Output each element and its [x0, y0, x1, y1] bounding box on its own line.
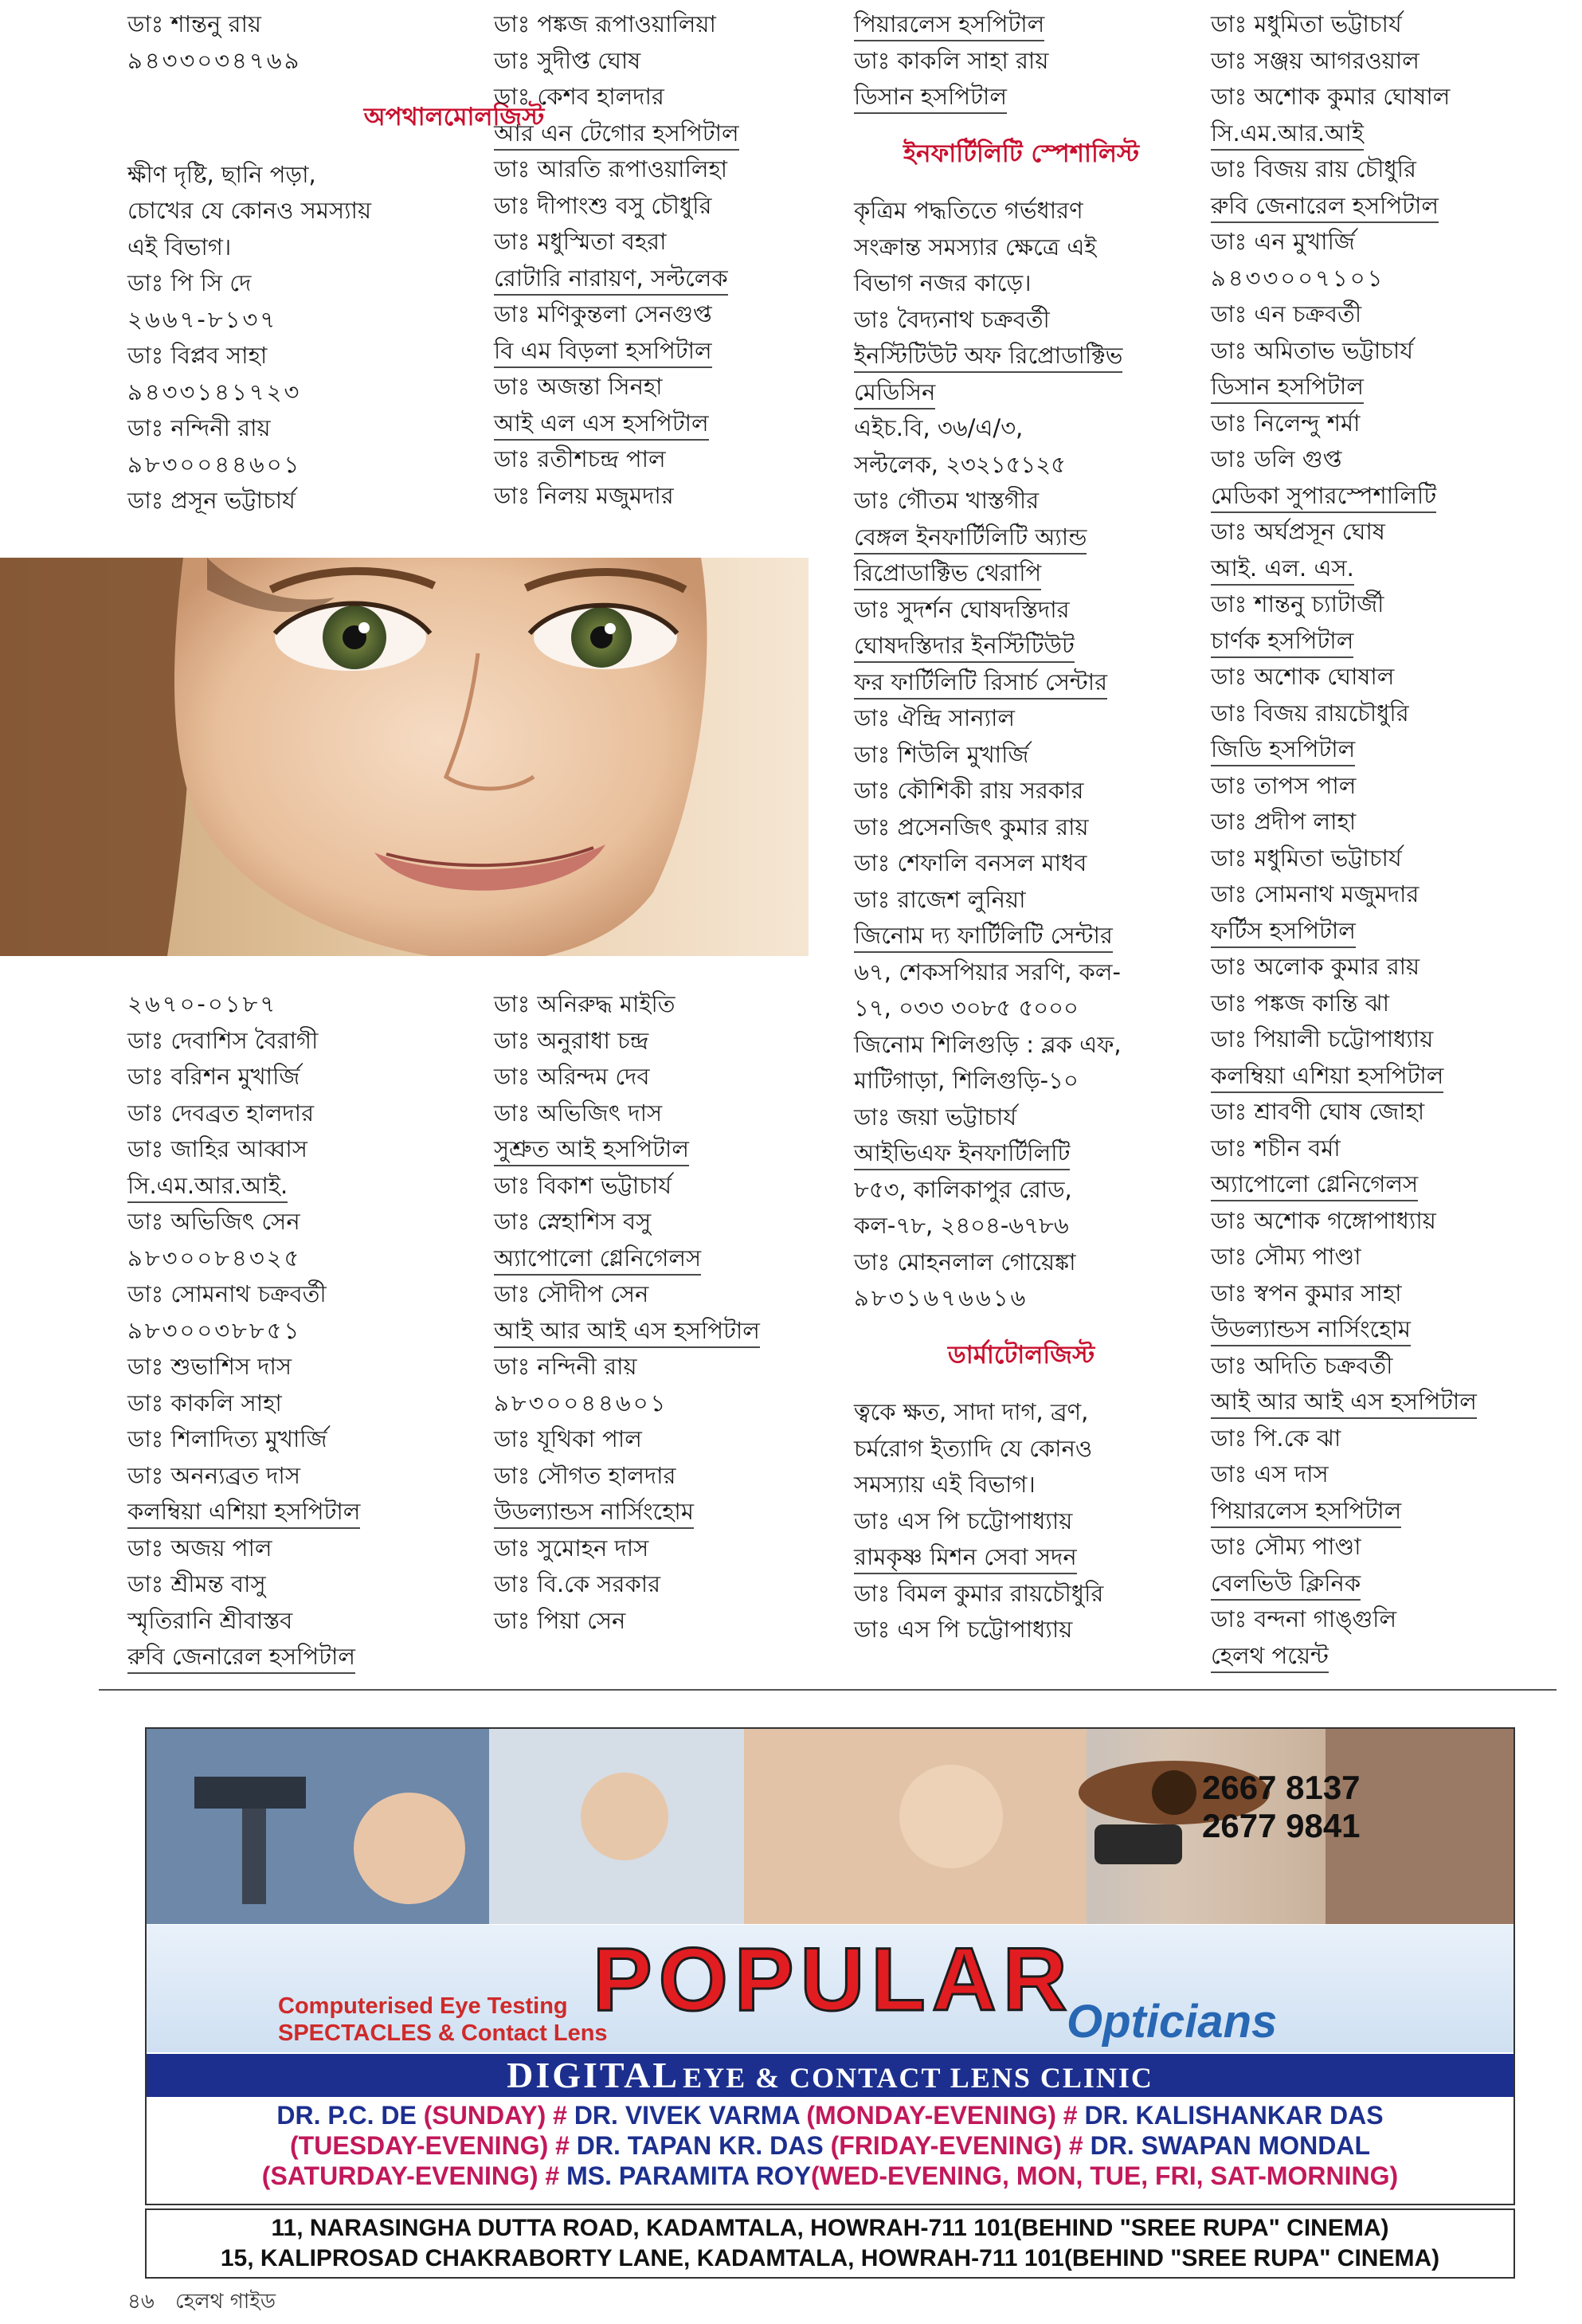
- list-line: ডাঃ বিকাশ ভট্টাচার্য: [494, 1171, 672, 1199]
- list-line: ডাঃ সৌগত হালদার: [494, 1461, 676, 1489]
- hospital-name: [494, 333, 844, 370]
- hospital-name: [494, 1494, 844, 1530]
- spacer: [854, 172, 1188, 193]
- hospital-name-text: উডল্যান্ডস নার্সিংহোম: [1211, 1315, 1411, 1346]
- list-line: ২৬৭০-০১৮৭: [127, 990, 278, 1017]
- hospital-name-text: উডল্যান্ডস নার্সিংহোম: [494, 1498, 694, 1529]
- hospital-name-text: রোটারি নারায়ণ, সল্টলেক: [494, 265, 728, 296]
- hospital-name-text: রুবি জেনারেল হসপিটাল: [127, 1643, 355, 1674]
- ad-phone-1: 2667 8137: [1202, 1769, 1361, 1806]
- hospital-name: [1211, 478, 1577, 515]
- spacer: [854, 116, 1188, 136]
- column-4: [1211, 6, 1577, 1674]
- list-line: ডাঃ আরতি রূপাওয়ালিহা: [494, 155, 728, 182]
- hospital-name: [1211, 731, 1577, 768]
- ad-phone-2: 2677 9841: [1202, 1807, 1361, 1844]
- hospital-name: [127, 1494, 478, 1530]
- page-footer: [127, 2285, 290, 2320]
- section-heading: ইনফার্টিলিটি স্পেশালিস্ট: [903, 139, 1140, 168]
- column-3: [854, 6, 1188, 1648]
- list-line: কৃত্রিম পদ্ধতিতে গর্ভধারণ: [854, 197, 1083, 224]
- ad-doctor-row-1: DR. P.C. DE (SUNDAY) # DR. VIVEK VARMA (MONDAY-EVENING) # DR. KALISHANKAR DAS: [276, 2101, 1384, 2130]
- list-line: ২৬৬৭-৮১৩৭: [127, 305, 278, 333]
- list-line: ডাঃ অরিন্দম দেব: [494, 1063, 650, 1090]
- hospital-name: [1211, 913, 1577, 950]
- list-line: ডাঃ কাকলি সাহা: [127, 1389, 282, 1417]
- list-line: ডাঃ তাপস পাল: [1211, 771, 1357, 799]
- list-line: ৯৮৩০০৪৪৬০১: [127, 450, 302, 478]
- hospital-name: [854, 79, 1188, 116]
- list-line: ডাঃ অশোক গঙ্গোপাধ্যায়: [1211, 1206, 1436, 1234]
- list-line: ডাঃ অলোক কুমার রায়: [1211, 953, 1420, 980]
- list-line: ১৭, ০৩৩ ৩০৮৫ ৫০০০: [854, 994, 1079, 1021]
- list-line: ডাঃ পঙ্কজ কান্তি ঝা: [1211, 989, 1389, 1017]
- ad-doctor-name: DR. VIVEK VARMA: [574, 2101, 807, 2130]
- list-line: ডাঃ শান্তনু রায়: [127, 10, 261, 37]
- list-line: ডাঃ সঞ্জয় আগরওয়াল: [1211, 46, 1419, 74]
- ad-phone-numbers: [1202, 1769, 1361, 1845]
- hospital-name-text: ঘোষদস্তিদার ইনস্টিটিউট: [854, 632, 1075, 663]
- hospital-name: [127, 1168, 478, 1205]
- list-line: ডাঃ মণিকুন্তলা সেনগুপ্ত: [494, 300, 712, 327]
- list-line: ডাঃ এস দাস: [1211, 1460, 1329, 1487]
- list-line: ডাঃ পঙ্কজ রূপাওয়ালিয়া: [494, 10, 716, 37]
- face-illustration: [0, 558, 809, 956]
- list-line: ডাঃ প্রসূন ভট্টাচার্য: [127, 487, 296, 514]
- section-heading: অপথালমোলজিস্ট: [363, 103, 545, 131]
- list-line: ডাঃ দেবাশিস বৈরাগী: [127, 1026, 319, 1054]
- hospital-name-text: অ্যাপোলো গ্লেনিগেলস: [1211, 1170, 1418, 1201]
- ad-addresses: [145, 2208, 1515, 2279]
- list-line: ত্বকে ক্ষত, সাদা দাগ, ব্রণ,: [854, 1398, 1089, 1425]
- list-line: ডাঃ সৌম্য পাণ্ডা: [1211, 1533, 1361, 1560]
- hospital-name: [494, 116, 844, 152]
- list-line: ডাঃ অজয় পাল: [127, 1534, 272, 1562]
- hospital-name-text: ইনস্টিটিউট অফ রিপ্রোডাক্টিভ: [854, 342, 1122, 373]
- list-line: এই বিভাগ।: [127, 233, 232, 261]
- hospital-name-text: ডিসান হসপিটাল: [854, 83, 1007, 114]
- hospital-name-text: রিপ্রোডাক্টিভ থেরাপি: [854, 559, 1041, 590]
- ad-address-1: 11, NARASINGHA DUTTA ROAD, KADAMTALA, HOWRAH-711 101(BEHIND "SREE RUPA" CINEMA): [271, 2215, 1389, 2241]
- ad-doctor-name: DR. TAPAN KR. DAS: [576, 2131, 831, 2160]
- column-2-top: [494, 6, 844, 514]
- hospital-name-text: হেলথ পয়েন্ট: [1211, 1642, 1329, 1673]
- section-divider: [99, 1689, 1557, 1691]
- list-line: ডাঃ সুমোহন দাস: [494, 1534, 649, 1562]
- list-line: ৯৮৩০০৮৪৩২৫: [127, 1244, 302, 1272]
- list-line: ডাঃ অদিতি চক্রবর্তী: [1211, 1351, 1393, 1379]
- list-line: সমস্যায় এই বিভাগ।: [854, 1471, 1036, 1498]
- hospital-name-text: আইভিএফ ইনফার্টিলিটি: [854, 1139, 1070, 1170]
- list-line: সল্টলেক, ২৩২১৫১২৫: [854, 450, 1066, 478]
- ad-doctor-name: DR. P.C. DE: [276, 2101, 424, 2130]
- list-line: ডাঃ কৌশিকী রায় সরকার: [854, 777, 1084, 804]
- hospital-name-text: মেডিসিন: [854, 378, 935, 410]
- hospital-name-text: আই. এল. এস.: [1211, 555, 1354, 586]
- hospital-name: [1211, 623, 1577, 660]
- list-line: ডাঃ এন মুখার্জি: [1211, 228, 1355, 255]
- ad-doctor-row-3: (SATURDAY-EVENING) # MS. PARAMITA ROY(WED-EVENING, MON, TUE, FRI, SAT-MORNING): [261, 2161, 1399, 2190]
- hospital-name-text: রামকৃষ্ণ মিশন সেবা সদন: [854, 1543, 1077, 1574]
- list-line: ডাঃ বিজয় রায় চৌধুরি: [1211, 155, 1416, 182]
- page-number: ৪৬: [127, 2290, 155, 2314]
- list-line: ডাঃ সৌদীপ সেন: [494, 1280, 649, 1307]
- hospital-name: [494, 1313, 844, 1350]
- hospital-name-text: মেডিকা সুপারস্পেশালিটি: [1211, 482, 1436, 513]
- ad-tagline-2: SPECTACLES & Contact Lens: [278, 2020, 608, 2046]
- ad-doctor-name: DR. KALISHANKAR DAS: [1084, 2101, 1384, 2130]
- hospital-name-text: সি.এম.আর.আই.: [127, 1172, 288, 1203]
- list-line: এইচ.বি, ৩৬/এ/৩,: [854, 414, 1024, 441]
- list-line: ডাঃ ডলি গুপ্ত: [1211, 445, 1342, 472]
- list-line: ডাঃ মোহনলাল গোয়েঙ্কা: [854, 1248, 1076, 1276]
- hospital-name: [494, 1131, 844, 1168]
- advertisement: [145, 1727, 1515, 2205]
- hospital-name: [1211, 1058, 1577, 1095]
- hospital-name: [854, 555, 1188, 592]
- hospital-name-text: ডিসান হসপিটাল: [1211, 373, 1364, 404]
- list-line: ডাঃ দীপাংশু বসু চৌধুরি: [494, 191, 712, 219]
- spacer: [854, 1317, 1188, 1338]
- list-line: ডাঃ সোমনাথ চক্রবর্তী: [127, 1280, 327, 1307]
- list-line: ডাঃ শচীন বর্মা: [1211, 1134, 1341, 1162]
- ad-clinic-band: [147, 2054, 1513, 2097]
- column-1-bottom: [127, 986, 478, 1675]
- hospital-name-text: পিয়ারলেস হসপিটাল: [1211, 1497, 1401, 1528]
- list-line: ৯৪৩৩০৩৪৭৬৯: [127, 46, 302, 74]
- list-line: ডাঃ বি.কে সরকার: [494, 1570, 661, 1597]
- list-line: ডাঃ নিলেন্দু শর্মা: [1211, 409, 1361, 437]
- list-line: ডাঃ মধুমিতা ভট্টাচার্য: [1211, 844, 1402, 872]
- list-line: ডাঃ বিজয় রায়চৌধুরি: [1211, 699, 1409, 727]
- hospital-name: [494, 406, 844, 442]
- list-line: ডাঃ এস পি চট্টোপাধ্যায়: [854, 1507, 1073, 1534]
- ad-brand-sub: Opticians: [1067, 1996, 1278, 2048]
- hospital-name-text: আই আর আই এস হসপিটাল: [494, 1317, 760, 1348]
- hospital-name: [854, 918, 1188, 954]
- list-line: ডাঃ স্বপন কুমার সাহা: [1211, 1279, 1402, 1307]
- hospital-name-text: বেঙ্গল ইনফার্টিলিটি অ্যান্ড: [854, 523, 1087, 555]
- hospital-name-text: জিডি হসপিটাল: [1211, 735, 1355, 766]
- hospital-name-text: চার্ণক হসপিটাল: [1211, 627, 1353, 658]
- list-line: ডাঃ শ্রাবণী ঘোষ জোহা: [1211, 1098, 1425, 1125]
- face-picture: [0, 558, 809, 956]
- hospital-name-text: আই আর আই এস হসপিটাল: [1211, 1388, 1477, 1419]
- list-line: ডাঃ ঐন্দ্রি সান্যাল: [854, 704, 1016, 731]
- list-line: বিভাগ নজর কাড়ে।: [854, 269, 1032, 296]
- hospital-name-text: সুশ্রুত আই হসপিটাল: [494, 1135, 689, 1166]
- list-line: সংক্রান্ত সমস্যার ক্ষেত্রে এই: [854, 233, 1097, 261]
- list-line: ৮৫৩, কালিকাপুর রোড,: [854, 1175, 1072, 1203]
- hospital-name-text: আর এন টেগোর হসপিটাল: [494, 120, 739, 151]
- hospital-name: [494, 1240, 844, 1277]
- list-line: ডাঃ এন চক্রবর্তী: [1211, 300, 1362, 327]
- list-line: ডাঃ বিমল কুমার রায়চৌধুরি: [854, 1579, 1104, 1607]
- hospital-name: [1211, 369, 1577, 406]
- list-line: ডাঃ কাকলি সাহা রায়: [854, 46, 1049, 74]
- hospital-name-text: পিয়ারলেস হসপিটাল: [854, 10, 1044, 41]
- hospital-name: [854, 338, 1188, 374]
- hospital-name: [854, 519, 1188, 556]
- list-line: জিনোম শিলিগুড়ি : ব্লক এফ,: [854, 1030, 1122, 1058]
- list-line: ডাঃ অশোক কুমার ঘোষাল: [1211, 83, 1451, 110]
- list-line: ক্ষীণ দৃষ্টি, ছানি পড়া,: [127, 160, 316, 188]
- list-line: ডাঃ বৈদ্যনাথ চক্রবর্তী: [854, 305, 1050, 333]
- hospital-name: [854, 1135, 1188, 1172]
- list-line: ডাঃ শেফালি বনসল মাধব: [854, 849, 1087, 876]
- list-line: ডাঃ জাহির আব্বাস: [127, 1135, 307, 1162]
- list-line: ডাঃ অমিতাভ ভট্টাচার্য: [1211, 336, 1414, 364]
- list-line: ডাঃ পি সি দে: [127, 269, 252, 296]
- list-line: ৯৪৩৩০০৭১০১: [1211, 264, 1385, 292]
- list-line: ডাঃ অভিজিৎ সেন: [127, 1208, 300, 1235]
- hospital-name-text: অ্যাপোলো গ্লেনিগেলস: [494, 1244, 701, 1276]
- list-line: ডাঃ শুভাশিস দাস: [127, 1353, 292, 1380]
- list-line: ডাঃ সৌম্য পাণ্ডা: [1211, 1243, 1361, 1270]
- list-line: ডাঃ বিপ্লব সাহা: [127, 342, 268, 369]
- list-line: ডাঃ অনুরাধা চন্দ্র: [494, 1026, 649, 1054]
- list-line: ডাঃ জয়া ভট্টাচার্য: [854, 1103, 1017, 1131]
- list-line: ডাঃ নন্দিনী রায়: [494, 1353, 637, 1380]
- hospital-name: [1211, 1311, 1577, 1348]
- list-line: ডাঃ অনিরুদ্ধ মাইতি: [494, 990, 675, 1017]
- hospital-name: [1211, 188, 1577, 225]
- spacer: [854, 1374, 1188, 1394]
- list-line: ডাঃ গৌতম খাস্তগীর: [854, 487, 1040, 514]
- ad-doctor-name: MS. PARAMITA ROY: [566, 2161, 812, 2190]
- list-line: চর্মরোগ ইত্যাদি যে কোনও: [854, 1434, 1093, 1462]
- ad-band-digital: DIGITAL: [507, 2055, 680, 2095]
- ad-brand-logo: POPULAR: [593, 1930, 1074, 2029]
- list-line: ডাঃ সুদর্শন ঘোষদস্তিদার: [854, 595, 1070, 623]
- hospital-name-text: কলম্বিয়া এশিয়া হসপিটাল: [127, 1498, 360, 1529]
- ad-doctor-schedule: [147, 2100, 1513, 2191]
- hospital-name-text: ফর্টিস হসপিটাল: [1211, 917, 1356, 948]
- list-line: ডাঃ প্রদীপ লাহা: [1211, 808, 1357, 835]
- list-line: ডাঃ এস পি চট্টোপাধ্যায়: [854, 1616, 1073, 1643]
- hospital-name: [1211, 116, 1577, 152]
- list-line: স্মৃতিরানি শ্রীবাস্তব: [127, 1606, 293, 1634]
- list-line: ডাঃ সুদীপ্ত ঘোষ: [494, 46, 641, 74]
- list-line: ডাঃ কেশব হালদার: [494, 83, 664, 110]
- list-line: ডাঃ নিলয় মজুমদার: [494, 481, 674, 509]
- list-line: ডাঃ পিয়ালী চট্টোপাধ্যায়: [1211, 1025, 1434, 1052]
- ad-tagline: [278, 1993, 608, 2047]
- hospital-name: [854, 374, 1188, 411]
- list-line: ডাঃ রাজেশ লুনিয়া: [854, 885, 1026, 913]
- list-line: মাটিগাড়া, শিলিগুড়ি-১০: [854, 1067, 1079, 1094]
- hospital-name: [494, 261, 844, 297]
- hospital-name-text: জিনোম দ্য ফার্টিলিটি সেন্টার: [854, 922, 1113, 953]
- hospital-name: [854, 664, 1188, 701]
- list-line: ৯৮৩১৬৭৬৬১৬: [854, 1284, 1028, 1311]
- hospital-name: [1211, 1566, 1577, 1602]
- list-line: ডাঃ শিলাদিত্য মুখার্জি: [127, 1425, 327, 1452]
- list-line: ডাঃ অর্ঘপ্রসূন ঘোষ: [1211, 518, 1385, 545]
- ad-tagline-1: Computerised Eye Testing: [278, 1993, 568, 2019]
- list-line: ডাঃ দেবব্রত হালদার: [127, 1099, 315, 1127]
- list-line: ৬৭, শেকসপিয়ার সরণি, কল-: [854, 958, 1121, 986]
- hospital-name: [854, 1539, 1188, 1576]
- list-line: ডাঃ যূথিকা পাল: [494, 1425, 642, 1452]
- list-line: ডাঃ বরিশন মুখার্জি: [127, 1063, 300, 1090]
- hospital-name: [854, 628, 1188, 664]
- hospital-name-text: বেলভিউ ক্লিনিক: [1211, 1570, 1361, 1601]
- list-line: ডাঃ মধুমিতা ভট্টাচার্য: [1211, 10, 1402, 37]
- list-line: ডাঃ স্নেহাশিস বসু: [494, 1208, 652, 1235]
- list-line: ৯৮৩০০৩৮৮৫১: [127, 1316, 302, 1344]
- list-line: ডাঃ বন্দনা গাঙ্গুলি: [1211, 1605, 1397, 1632]
- magazine-name: হেলথ গাইড: [175, 2290, 276, 2314]
- hospital-name-text: আই এল এস হসপিটাল: [494, 410, 709, 441]
- list-line: ডাঃ শ্রীমন্ত বাসু: [127, 1570, 266, 1597]
- list-line: ডাঃ পিয়া সেন: [494, 1606, 626, 1634]
- list-line: ডাঃ সোমনাথ মজুমদার: [1211, 880, 1419, 907]
- list-line: ডাঃ শান্তনু চ্যাটার্জী: [1211, 590, 1384, 617]
- hospital-name: [1211, 551, 1577, 587]
- list-line: ৯৪৩৩১৪১৭২৩: [127, 378, 302, 406]
- list-line: ডাঃ অনন্যব্রত দাস: [127, 1461, 300, 1489]
- ad-brand-area: [147, 1925, 1513, 2052]
- list-line: ডাঃ অজন্তা সিনহা: [494, 373, 663, 400]
- ad-address-2: 15, KALIPROSAD CHAKRABORTY LANE, KADAMTALA, HOWRAH-711 101(BEHIND "SREE RUPA" CINEMA): [220, 2245, 1440, 2271]
- hospital-name-text: রুবি জেনারেল হসপিটাল: [1211, 192, 1439, 223]
- column-2-bottom: [494, 986, 844, 1639]
- hospital-name-text: বি এম বিড়লা হসপিটাল: [494, 337, 712, 368]
- hospital-name-text: কলম্বিয়া এশিয়া হসপিটাল: [1211, 1062, 1443, 1093]
- hospital-name-text: ফর ফার্টিলিটি রিসার্চ সেন্টার: [854, 668, 1107, 700]
- hospital-name: [854, 6, 1188, 43]
- hospital-name: [1211, 1638, 1577, 1675]
- list-line: ৯৮৩০০৪৪৬০১: [494, 1389, 668, 1417]
- list-line: ডাঃ অশোক ঘোষাল: [1211, 663, 1395, 690]
- hospital-name: [1211, 1493, 1577, 1530]
- hospital-name: [1211, 1166, 1577, 1203]
- list-line: ডাঃ মধুস্মিতা বহরা: [494, 228, 667, 255]
- list-line: চোখের যে কোনও সমস্যায়: [127, 197, 372, 224]
- list-line: ডাঃ নন্দিনী রায়: [127, 414, 271, 441]
- section-heading: ডার্মাটোলজিস্ট: [947, 1340, 1095, 1370]
- list-line: ডাঃ রতীশচন্দ্র পাল: [494, 445, 666, 472]
- ad-band-rest: EYE & CONTACT LENS CLINIC: [683, 2062, 1153, 2094]
- list-line: ডাঃ প্রসেনজিৎ কুমার রায়: [854, 813, 1089, 841]
- list-line: ডাঃ শিউলি মুখার্জি: [854, 740, 1029, 768]
- list-line: ডাঃ অভিজিৎ দাস: [494, 1099, 663, 1127]
- ad-doctor-row-2: (TUESDAY-EVENING) # DR. TAPAN KR. DAS (FRIDAY-EVENING) # DR. SWAPAN MONDAL: [290, 2131, 1370, 2160]
- list-line: কল-৭৮, ২৪০৪-৬৭৮৬: [854, 1212, 1069, 1239]
- hospital-name-text: সি.এম.আর.আই: [1211, 120, 1364, 151]
- hospital-name: [127, 1639, 478, 1675]
- ad-doctor-name: DR. SWAPAN MONDAL: [1090, 2131, 1370, 2160]
- list-line: ডাঃ পি.কে ঝা: [1211, 1424, 1341, 1452]
- hospital-name: [1211, 1384, 1577, 1421]
